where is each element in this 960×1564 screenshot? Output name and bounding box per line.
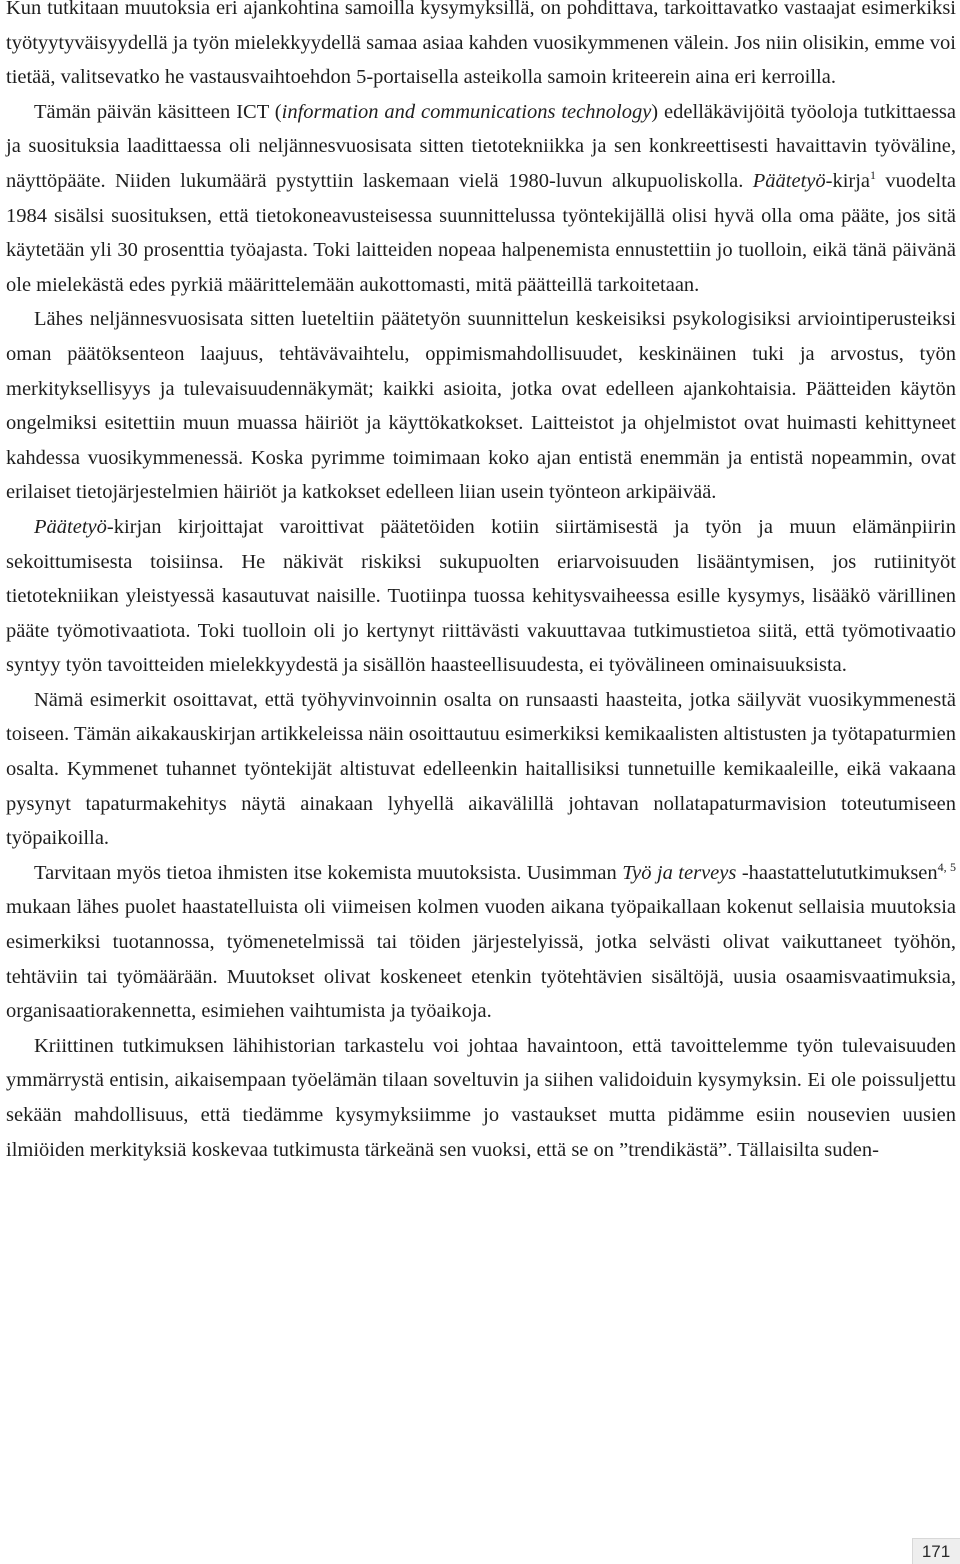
page-number: 171	[921, 1542, 951, 1561]
text-segment: ) edelläkävijöitä työoloja tutkittaessa ja suosituksia laadittaessa oli neljännesvuosisata sitten tietotekniikka ja sen konkreettisesti havaittavin työväline, näyttöpääte. Niiden lukumäärä pystyttiin laskemaan vielä 1980-luvun alkupuoliskolla.	[6, 100, 956, 192]
page-number-tab	[912, 1538, 960, 1564]
text-segment: Nämä esimerkit osoittavat, että työhyvinvoinnin osalta on runsaasti haasteita, jotka säilyvät vuosikymmenestä toiseen. Tämän aikakauskirjan artikkeleissa näin osoittautuu esimerkiksi kemikaalisten altistusten ja työtapaturmien osalta. Kymmenet tuhannet työntekijät altistuvat edelleenkin haitallisiksi tunnetuille kemikaaleille, eikä vakaana pysynyt tapaturmakehitys näytä ainakaan lyhyellä aikavälillä johtavan nollatapaturmavision toteutumiseen työpaikoilla.	[6, 688, 956, 850]
text-segment: vuodelta 1984 sisälsi suosituksen, että tietokoneavusteisessa suunnittelussa työntekijällä olisi hyvä olla oma pääte, jos sitä käytetään yli 30 prosenttia työajasta. Toki laitteiden nopeaa halpenemista ennustettiin jo tuolloin, eikä tänä päivänä ole mielekästä edes pyrkiä määrittelemään aukottomasti, mitä päätteillä tarkoitetaan.	[6, 169, 956, 296]
text-segment: Tämän päivän käsitteen ICT (	[34, 100, 282, 123]
paragraph-6	[6, 856, 956, 1029]
body-text	[6, 0, 956, 1167]
paragraph-3	[6, 302, 956, 510]
italic-text: Päätetyö	[752, 169, 826, 192]
italic-text: information and communications technology	[281, 100, 652, 123]
text-segment: -kirja	[825, 169, 871, 192]
paragraph-2	[6, 95, 956, 303]
paragraph-5	[6, 683, 956, 856]
text-segment: Lähes neljännesvuosisata sitten lueteltiin päätetyön suunnittelun keskeisiksi psykologisiksi arviointiperusteiksi oman päätöksenteon laajuus, tehtävävaihtelu, oppimismahdollisuudet, keskinäinen tuki ja arvostus, työn merkityksellisyys ja tulevaisuudennäkymät; kaikki asioita, jotka ovat edelleen ajankohtaisia. Päätteiden käytön ongelmiksi esitettiin muun muassa häiriöt ja käyttökatkokset. Laitteistot ja ohjelmistot ovat huimasti kehittyneet kahdessa vuosikymmenessä. Koska pyrimme toimimaan koko ajan entistä enemmän ja entistä nopeammin, ovat erilaiset tietojärjestelmien häiriöt ja katkokset edelleen liian usein työnteon arkipäivää.	[6, 308, 956, 504]
text-segment: Kun tutkitaan muutoksia eri ajankohtina samoilla kysymyksillä, on pohdittava, tarkoittavatko vastaajat esimerkiksi työtyytyväisyydellä ja työn mielekkyydellä samaa asiaa kahden vuosikymmenen välein. Jos niin olisikin, emme voi tietää, valitsevatko he vastausvaihtoehdon 5-portaisella asteikolla samoin kriteerein aina eri kerroilla.	[6, 0, 956, 89]
paragraph-7	[6, 1029, 956, 1167]
text-segment: -haastattelututkimuksen	[736, 861, 938, 884]
paragraph-4	[6, 510, 956, 683]
footnote-reference: 4, 5	[937, 860, 956, 875]
italic-text: Päätetyö	[34, 515, 107, 538]
text-segment: -kirjan kirjoittajat varoittivat päätetöiden kotiin siirtämisestä ja työn ja muun elämänpiirin sekoittumisesta toisiinsa. He näkivät riskiksi sukupuolten eriarvoisuuden lisääntymisen, jos rutiinityöt tietotekniikan yleistyessä kasautuvat naisille. Tuotiinpa tuossa kehitysvaiheessa esille kysymys, lisääkö värillinen pääte työmotivaatiota. Toki tuolloin oli jo kertynyt riittävästi vakuuttavaa tutkimustietoa siitä, että työmotivaatio syntyy työn tavoitteiden mielekkyydestä ja sisällön haasteellisuudesta, ei työvälineen ominaisuuksista.	[6, 515, 956, 677]
text-segment: mukaan lähes puolet haastatelluista oli viimeisen kolmen vuoden aikana työpaikallaan kokenut sellaisia muutoksia esimerkiksi tuotannossa, työmenetelmissä tai töiden järjestelyissä, jotka selvästi olivat vaikuttaneet työhön, tehtäviin tai työmäärään. Muutokset olivat koskeneet etenkin työtehtävien sisältöjä, uusia osaamisvaatimuksia, organisaatiorakennetta, esimiehen vaihtumista ja työaikoja.	[6, 896, 956, 1023]
italic-text: Työ ja terveys	[622, 861, 737, 884]
text-segment: Kriittinen tutkimuksen lähihistorian tarkastelu voi johtaa havaintoon, että tavoittelemme työn tulevaisuuden ymmärrystä entisin, aikaisempaan työelämän tilaan soveltuvin ja siihen validoiduin kysymyksin. Ei ole poissuljettu sekään mahdollisuus, että tiedämme kysymyksiimme jo vastaukset mutta pidämme esiin nousevien uusien ilmiöiden merkityksiä koskevaa tutkimusta tärkeänä sen vuoksi, että se on ”trendikästä”. Tällaisilta suden-	[6, 1034, 956, 1161]
text-segment: Tarvitaan myös tietoa ihmisten itse kokemista muutoksista. Uusimman	[34, 861, 623, 884]
paragraph-1	[6, 0, 956, 95]
footnote-reference: 1	[870, 168, 877, 183]
